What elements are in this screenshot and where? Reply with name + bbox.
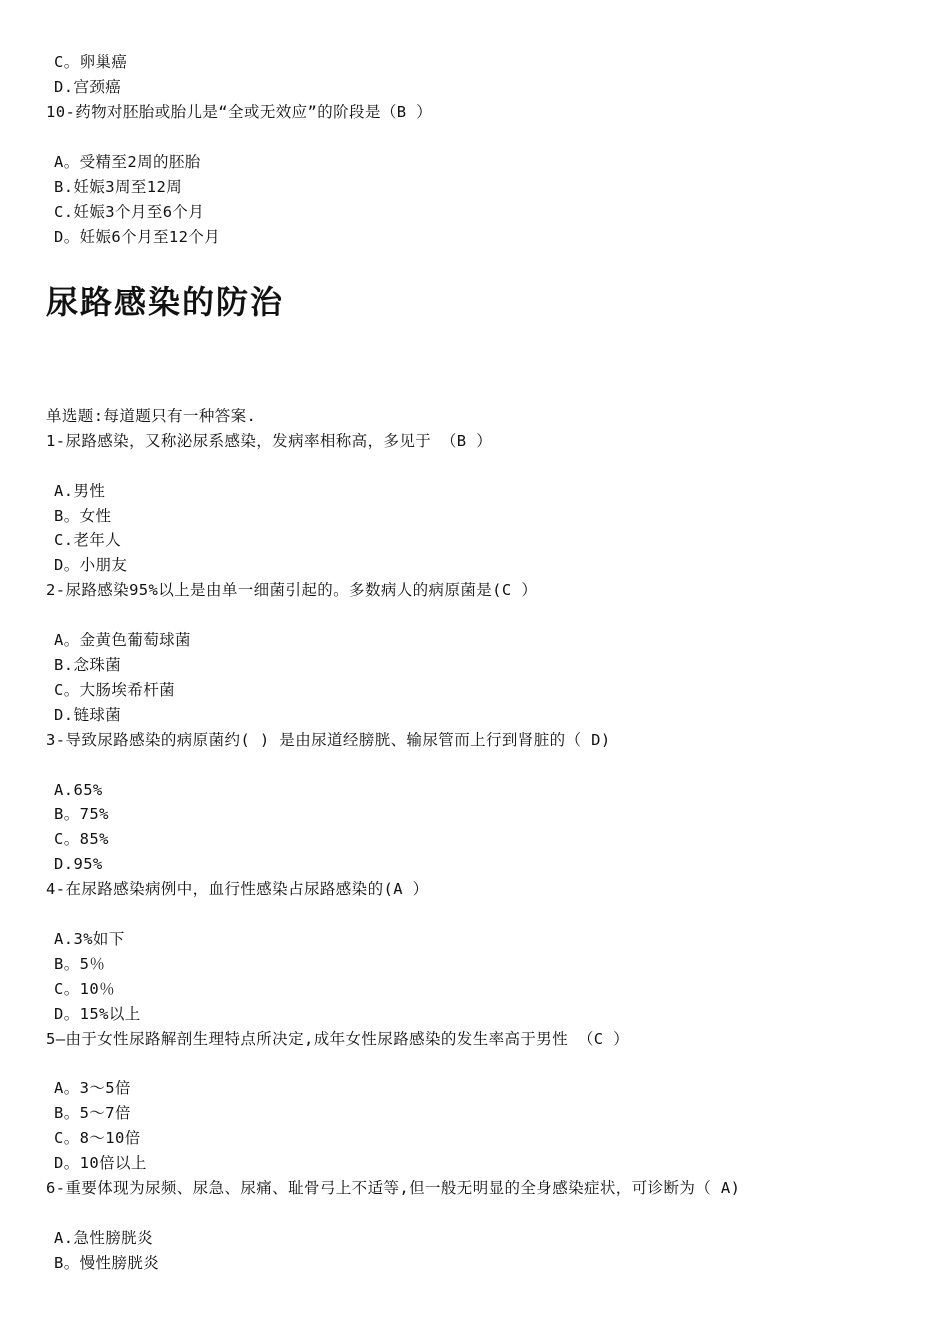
option-text: A。3～5倍 <box>54 1079 131 1097</box>
option-text: D。妊娠6个月至12个月 <box>54 228 221 246</box>
question-stem: 6-重要体现为尿频、尿急、尿痛、耻骨弓上不适等,但一般无明显的全身感染症状，可诊断为（ A) <box>46 1179 741 1197</box>
option-text: A.65% <box>54 781 103 799</box>
question-stem: 5—由于女性尿路解剖生理特点所决定,成年女性尿路感染的发生率高于男性 （C ） <box>46 1030 630 1048</box>
option-text: B.念珠菌 <box>54 656 122 674</box>
question-stem: 3-导致尿路感染的病原菌约( ) 是由尿道经膀胱、输尿管而上行到肾脏的（ D) <box>46 731 611 749</box>
option-text: C。85% <box>54 830 109 848</box>
option-text: C。10％ <box>54 980 115 998</box>
option-text: D。小朋友 <box>54 556 128 574</box>
option-text: D.95% <box>54 855 103 873</box>
option-text: D。10倍以上 <box>54 1154 147 1172</box>
option-text: D.链球菌 <box>54 706 122 724</box>
question-stem: 2-尿路感染95%以上是由单一细菌引起的。多数病人的病原菌是(C ） <box>46 581 538 599</box>
option-text: A.急性膀胱炎 <box>54 1229 153 1247</box>
option-text: D.宫颈癌 <box>54 78 122 96</box>
question-stem: 1-尿路感染，又称泌尿系感染，发病率相称高，多见于 （B ） <box>46 432 493 450</box>
option-text: B。慢性膀胱炎 <box>54 1254 160 1272</box>
option-text: A.男性 <box>54 482 106 500</box>
option-text: C。大肠埃希杆菌 <box>54 681 176 699</box>
option-text: D。15%以上 <box>54 1005 141 1023</box>
option-text: B。女性 <box>54 507 112 525</box>
option-text: B。5％ <box>54 955 106 973</box>
section-title: 尿路感染的防治 <box>46 283 285 321</box>
option-text: B。5～7倍 <box>54 1104 131 1122</box>
option-text: A。金黄色葡萄球菌 <box>54 631 191 649</box>
option-text: B。75% <box>54 805 109 823</box>
option-text: C.老年人 <box>54 531 122 549</box>
question-stem: 10-药物对胚胎或胎儿是“全或无效应”的阶段是（B ） <box>46 103 433 121</box>
option-text: C。卵巢癌 <box>54 53 128 71</box>
option-text: A。受精至2周的胚胎 <box>54 153 201 171</box>
question-stem: 4-在尿路感染病例中，血行性感染占尿路感染的(A ） <box>46 880 429 898</box>
instruction-text: 单选题:每道题只有一种答案. <box>46 407 257 425</box>
option-text: A.3%如下 <box>54 930 125 948</box>
option-text: C.妊娠3个月至6个月 <box>54 203 205 221</box>
option-text: C。8～10倍 <box>54 1129 141 1147</box>
option-text: B.妊娠3周至12周 <box>54 178 183 196</box>
